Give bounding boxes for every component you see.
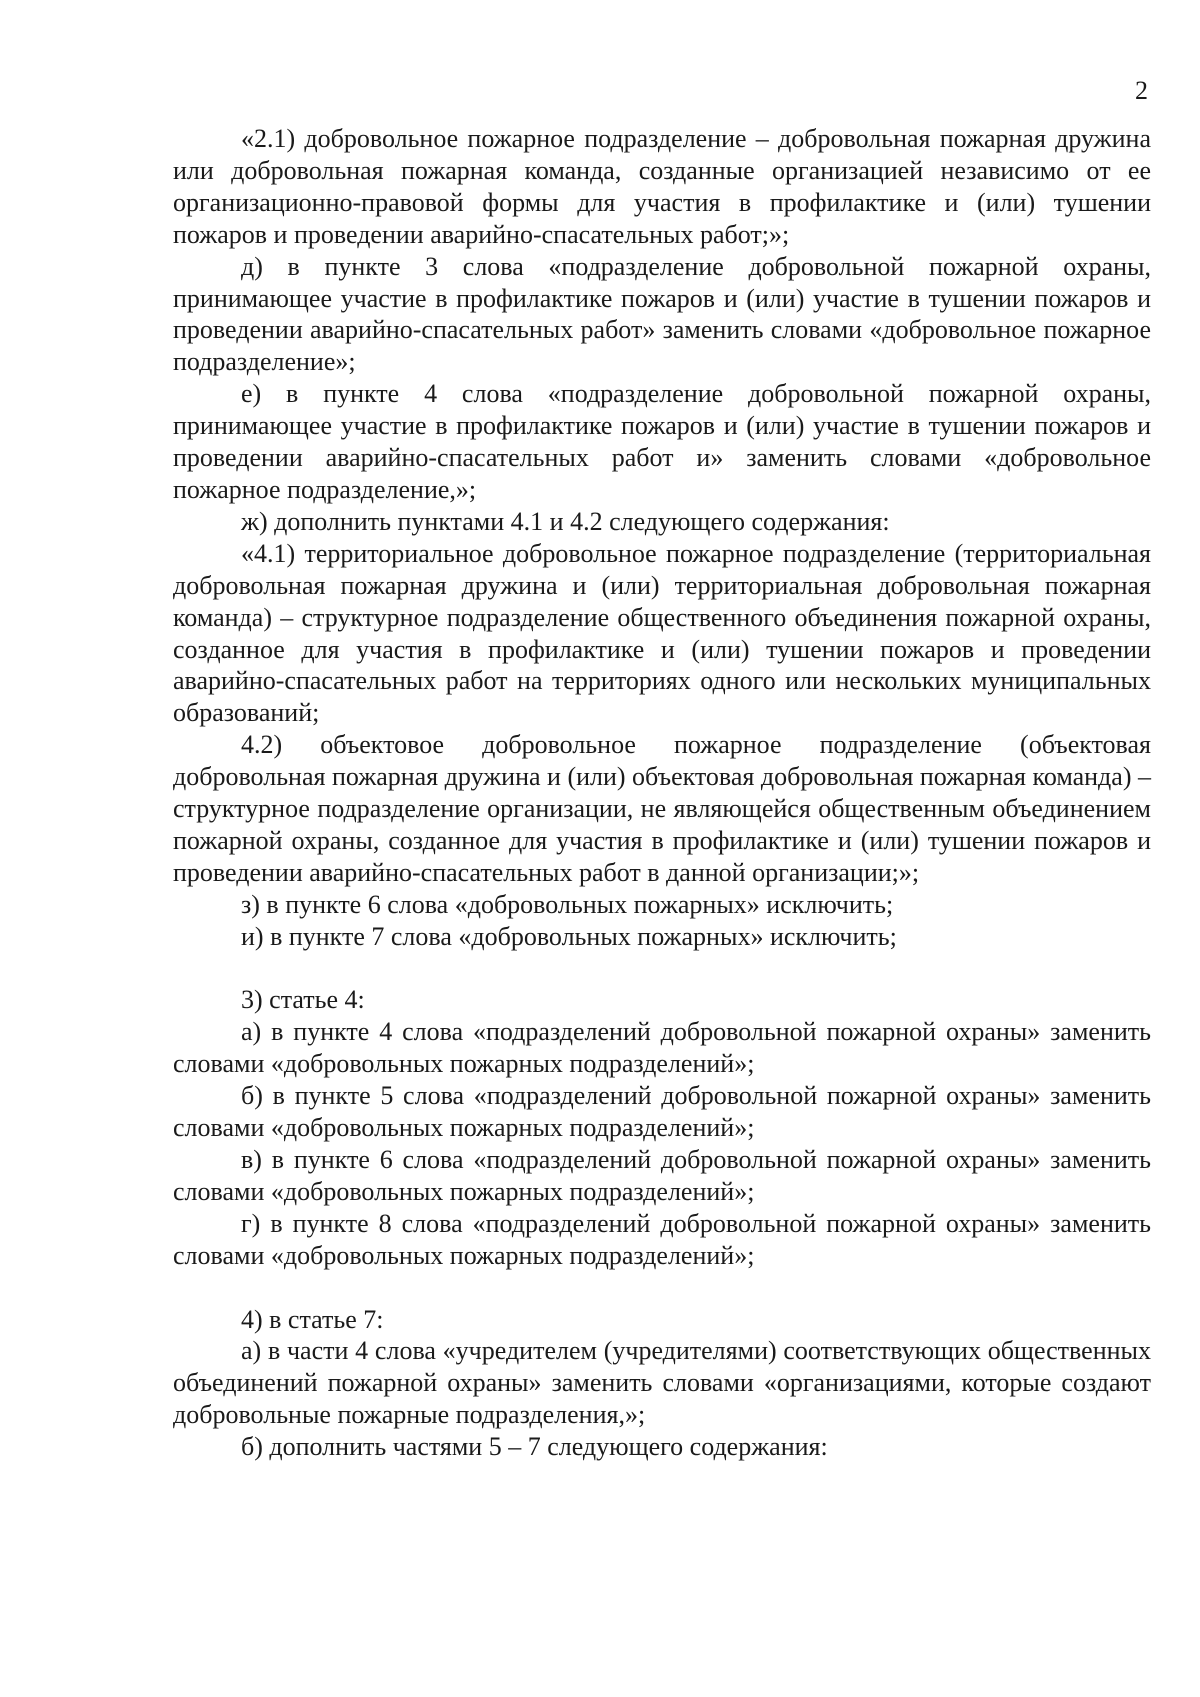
paragraph-zh: ж) дополнить пунктами 4.1 и 4.2 следующего содержания: (241, 506, 890, 536)
paragraph-spacer (173, 953, 1151, 985)
paragraph-z: з) в пункте 6 слова «добровольных пожарных» исключить; (241, 889, 894, 919)
paragraph-e: е) в пункте 4 слова «подразделение добровольной пожарной охраны, принимающее участие в профилактике пожаров и (или) участие в тушении пожаров и проведении аварийно-спасательных работ и» заменить словами «добровольное пожарное подразделение,»; (173, 379, 1151, 504)
paragraph-art4-g: г) в пункте 8 слова «подразделений добровольной пожарной охраны» заменить словами «добровольных пожарных подразделений»; (173, 1208, 1151, 1270)
document-body (173, 123, 1151, 1463)
paragraph-d: д) в пункте 3 слова «подразделение добровольной пожарной охраны, принимающее участие в профилактике пожаров и (или) участие в тушении пожаров и проведении аварийно-спасательных работ» заменить словами «добровольное пожарное подразделение»; (173, 251, 1151, 377)
paragraph-4-1: «4.1) территориальное добровольное пожарное подразделение (территориальная добровольная пожарная дружина и (или) территориальная добровольная пожарная команда) – структурное подразделение общественного объединения пожарной охраны, созданное для участия в профилактике и (или) тушении пожаров и проведении аварийно-спасательных работ на территориях одного или нескольких муниципальных образований; (173, 538, 1151, 728)
paragraph-article-4-heading: 3) статье 4: (241, 985, 365, 1015)
paragraph-article-7-heading: 4) в статье 7: (241, 1304, 384, 1334)
paragraph-spacer (173, 1272, 1151, 1304)
paragraph-art4-v: в) в пункте 6 слова «подразделений добровольной пожарной охраны» заменить словами «добровольных пожарных подразделений»; (173, 1144, 1151, 1206)
paragraph-4-2: 4.2) объектовое добровольное пожарное подразделение (объектовая добровольная пожарная дружина и (или) объектовая добровольная пожарная команда) – структурное подразделение организации, не являющейся общественным объединением пожарной охраны, созданное для участия в профилактике и (или) тушении пожаров и проведении аварийно-спасательных работ в данной организации;»; (173, 730, 1151, 887)
paragraph-art4-a: а) в пункте 4 слова «подразделений добровольной пожарной охраны» заменить словами «добровольных пожарных подразделений»; (173, 1017, 1151, 1079)
paragraph-2-1: «2.1) добровольное пожарное подразделение – добровольная пожарная дружина или добровольная пожарная команда, созданные организацией независимо от ее организационно-правовой формы для участия в профилактике и (или) тушении пожаров и проведении аварийно-спасательных работ;»; (173, 124, 1151, 249)
paragraph-i: и) в пункте 7 слова «добровольных пожарных» исключить; (241, 921, 897, 951)
page-number: 2 (1135, 76, 1148, 105)
paragraph-art4-b: б) в пункте 5 слова «подразделений добровольной пожарной охраны» заменить словами «добровольных пожарных подразделений»; (173, 1081, 1151, 1143)
paragraph-art7-b: б) дополнить частями 5 – 7 следующего содержания: (241, 1432, 828, 1462)
paragraph-art7-a: а) в части 4 слова «учредителем (учредителями) соответствующих общественных объединений пожарной охраны» заменить словами «организациями, которые создают добровольные пожарные подразделения,»; (173, 1336, 1151, 1430)
